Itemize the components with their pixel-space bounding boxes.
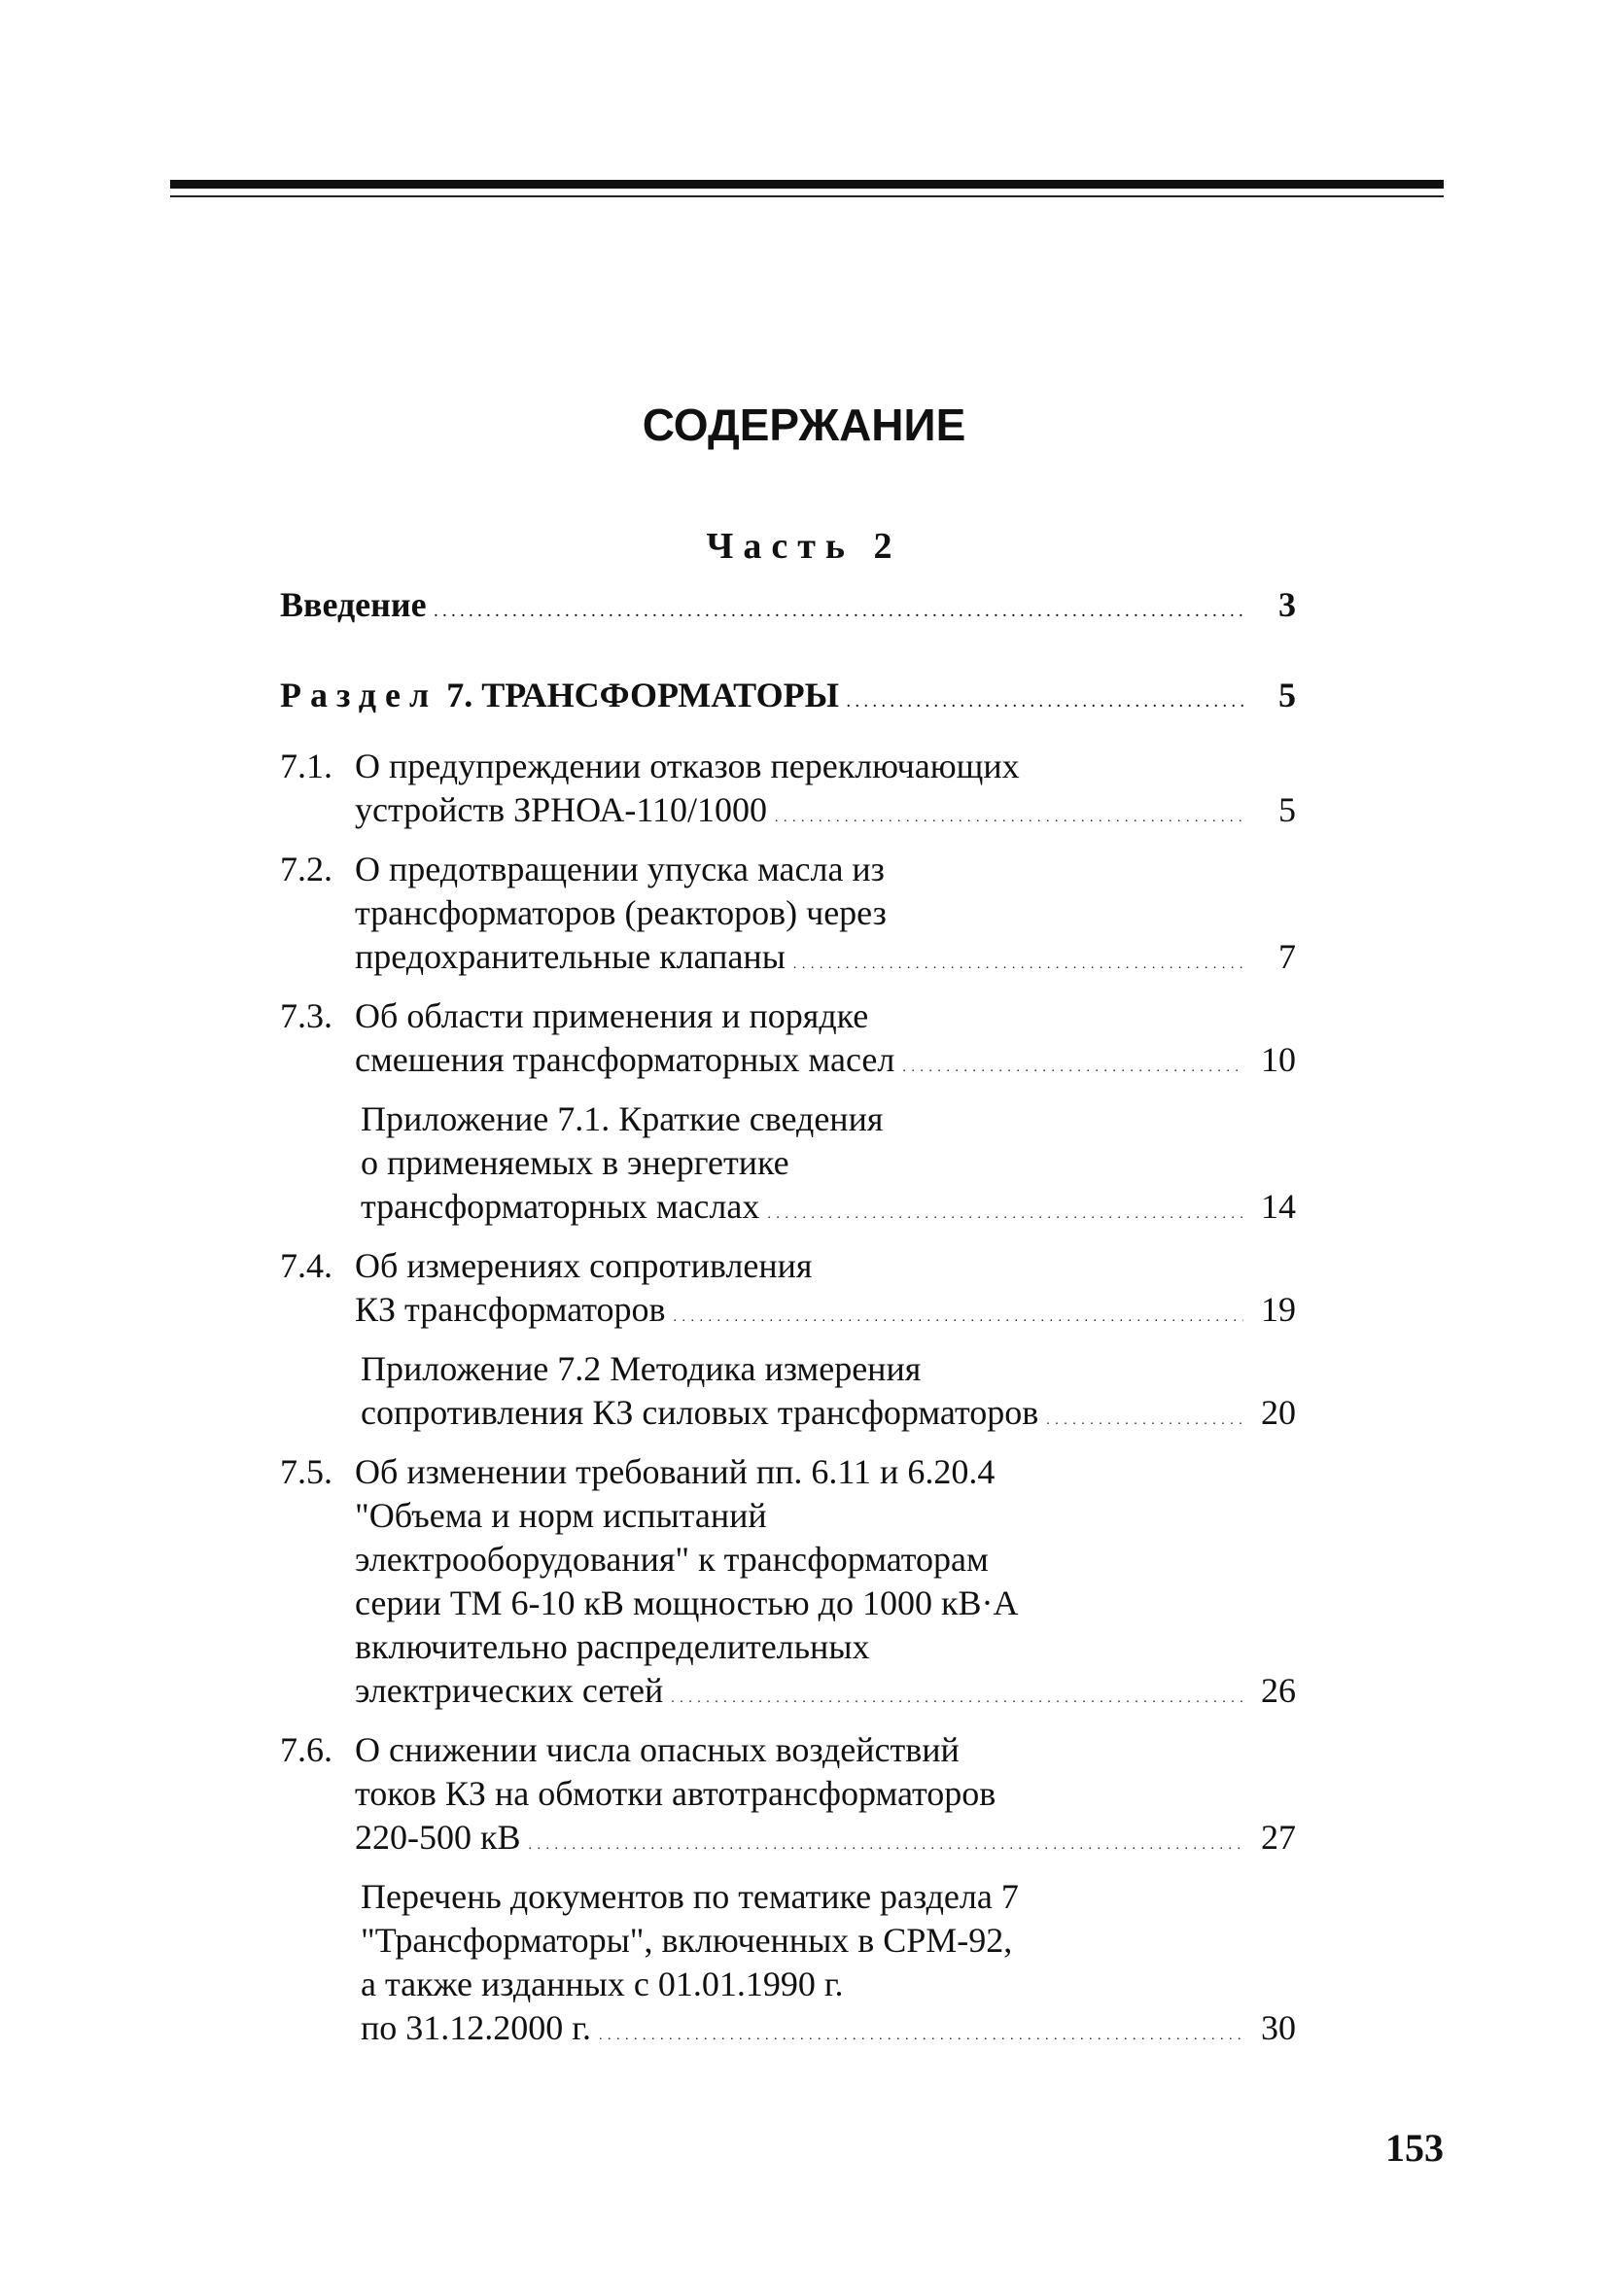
page-title: СОДЕРЖАНИЕ: [642, 400, 966, 450]
toc-entry-number: 7.6.: [280, 1730, 332, 1769]
dot-leader: [671, 1669, 1243, 1721]
toc-entry-line: Приложение 7.1. Краткие сведения: [361, 1099, 884, 1138]
toc-page-number: 7: [1278, 937, 1296, 976]
toc-entry-line: Перечень документов по тематике раздела 7: [361, 1877, 1019, 1916]
toc-page-number: 30: [1261, 2008, 1296, 2047]
toc-page-number: 27: [1261, 1818, 1296, 1857]
toc-entry-line: о применяемых в энергетике: [361, 1143, 789, 1182]
toc-entry-line: КЗ трансформаторов: [355, 1290, 666, 1329]
toc-entry-line: Об измерениях сопротивления: [355, 1246, 813, 1285]
toc-items: [280, 745, 1296, 2058]
toc-page-number: 26: [1261, 1671, 1296, 1710]
toc-entry-line: О предотвращении упуска масла из: [355, 850, 885, 888]
dot-leader: [775, 788, 1243, 840]
toc-entry-line: "Трансформаторы", включенных в СРМ-92,: [361, 1921, 1013, 1960]
table-of-contents: [280, 583, 1296, 2058]
toc-entry-line: устройств ЗРНОА-110/1000: [355, 790, 768, 829]
dot-leader: [767, 1185, 1243, 1236]
toc-entry-number: 7.1.: [280, 747, 332, 785]
toc-page-number: 5: [1278, 790, 1296, 829]
toc-entry[interactable]: [280, 1450, 1296, 1721]
toc-entry-line: электрооборудования" к трансформаторам: [355, 1540, 989, 1579]
toc-entry-line: трансформаторов (реакторов) через: [355, 893, 887, 932]
toc-page-number: 3: [1278, 585, 1296, 624]
toc-entry-number: 7.2.: [280, 850, 332, 888]
dot-leader: [599, 2006, 1243, 2058]
toc-entry-line: 220-500 кВ: [355, 1818, 521, 1857]
toc-entry-line: а также изданных с 01.01.1990 г.: [361, 1965, 844, 2003]
dot-leader: [435, 583, 1243, 635]
toc-entry[interactable]: [280, 1097, 1296, 1236]
section-prefix: Раздел: [280, 676, 438, 714]
toc-entry-line: Приложение 7.2 Методика измерения: [361, 1349, 922, 1388]
toc-entry-line: "Объема и норм испытаний: [355, 1496, 767, 1535]
toc-entry-line: Об области применения и порядке: [355, 996, 869, 1035]
section-title: 7. ТРАНСФОРМАТОРЫ: [446, 676, 839, 714]
page-number: 153: [1385, 2126, 1444, 2170]
toc-entry-line: Об изменении требований пп. 6.11 и 6.20.4: [355, 1452, 996, 1491]
header-rule-thick: [170, 180, 1444, 189]
toc-entry-intro[interactable]: [280, 583, 1296, 635]
toc-entry[interactable]: [280, 994, 1296, 1090]
part-heading: Часть 2: [706, 526, 902, 567]
toc-entry[interactable]: [280, 1728, 1296, 1867]
toc-entry-number: [280, 1347, 355, 1443]
toc-page-number: 20: [1261, 1393, 1296, 1432]
dot-leader: [847, 674, 1243, 725]
toc-entry-number: [280, 1097, 355, 1236]
toc-entry-line: сопротивления КЗ силовых трансформаторов: [361, 1393, 1039, 1432]
toc-entry[interactable]: [280, 745, 1296, 840]
toc-entry-line: О предупреждении отказов переключающих: [355, 747, 1020, 785]
toc-entry-line: электрических сетей: [355, 1671, 664, 1710]
toc-entry[interactable]: [280, 1347, 1296, 1443]
header-rule-thin: [170, 195, 1444, 197]
toc-page-number: 5: [1278, 676, 1296, 714]
toc-entry-line: включительно распределительных: [355, 1627, 870, 1666]
toc-entry-line: токов КЗ на обмотки автотрансформаторов: [355, 1774, 996, 1813]
toc-entry[interactable]: [280, 1244, 1296, 1339]
toc-entry-line: серии ТМ 6-10 кВ мощностью до 1000 кВ·А: [355, 1583, 1019, 1622]
toc-page-number: 10: [1261, 1040, 1296, 1079]
dot-leader: [529, 1816, 1244, 1867]
toc-entry-line: О снижении числа опасных воздействий: [355, 1730, 960, 1769]
toc-entry-section-7[interactable]: [280, 674, 1296, 725]
toc-entry-number: 7.5.: [280, 1452, 332, 1491]
toc-entry-line: трансформаторных маслах: [361, 1187, 760, 1226]
toc-entry[interactable]: [280, 848, 1296, 987]
toc-page-number: 14: [1261, 1187, 1296, 1226]
toc-entry-number: 7.3.: [280, 996, 332, 1035]
toc-page-number: 19: [1261, 1290, 1296, 1329]
dot-leader: [674, 1288, 1244, 1339]
toc-entry-line: предохранительные клапаны: [355, 937, 786, 976]
dot-leader: [1046, 1391, 1243, 1443]
toc-entry-number: 7.4.: [280, 1246, 332, 1285]
toc-entry-number: [280, 1875, 355, 2058]
toc-entry[interactable]: [280, 1875, 1296, 2058]
dot-leader: [902, 1038, 1243, 1090]
toc-entry-line: по 31.12.2000 г.: [361, 2008, 591, 2047]
toc-entry-text: Введение: [280, 585, 427, 624]
toc-entry-line: смешения трансформаторных масел: [355, 1040, 895, 1079]
dot-leader: [793, 935, 1243, 987]
